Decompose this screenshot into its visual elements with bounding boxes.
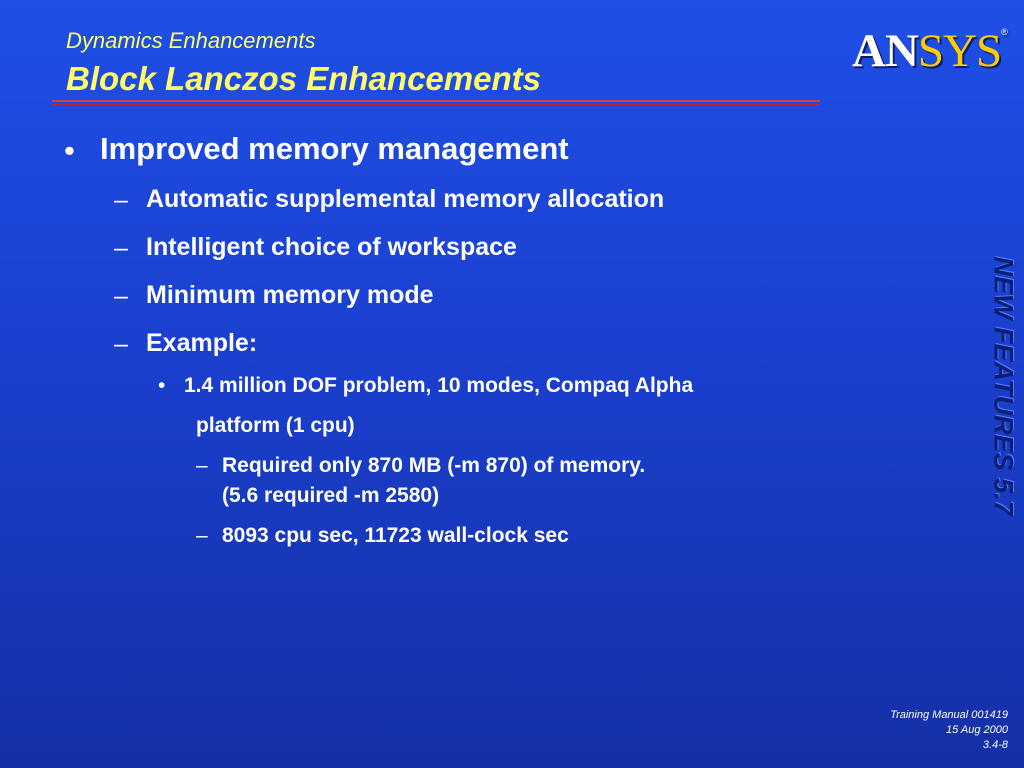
detail-memory-line-2: (5.6 required -m 2580) — [222, 484, 440, 507]
footer-page-number: 3.4-8 — [982, 739, 1008, 751]
bullet-improved-memory: Improved memory management — [100, 131, 569, 166]
detail-memory-line-1: Required only 870 MB (-m 870) of memory. — [222, 454, 646, 477]
ansys-logo — [852, 25, 1007, 77]
dash-marker: – — [114, 234, 128, 262]
example-line-2: platform (1 cpu) — [196, 414, 355, 437]
bullet-marker: • — [158, 374, 166, 397]
dash-marker: – — [114, 282, 128, 310]
footer-manual: Training Manual 001419 — [890, 709, 1008, 721]
example-line-1: 1.4 million DOF problem, 10 modes, Compaq Alpha — [184, 374, 694, 397]
detail-timing: 8093 cpu sec, 11723 wall-clock sec — [222, 524, 569, 547]
dash-marker: – — [114, 330, 128, 358]
dash-marker: – — [114, 186, 128, 214]
side-label: NEW FEATURES 5.7 — [988, 256, 1019, 516]
sub-example: Example: — [146, 329, 258, 357]
logo-part-an: AN — [852, 25, 918, 77]
footer — [890, 708, 1008, 753]
sub-auto-allocation: Automatic supplemental memory allocation — [146, 185, 665, 213]
bullet-marker: • — [64, 133, 75, 168]
dash-marker: – — [196, 524, 208, 547]
sub-minimum-memory: Minimum memory mode — [146, 281, 434, 309]
footer-date: 15 Aug 2000 — [946, 724, 1008, 736]
title-rule-shadow — [52, 104, 820, 105]
slide-title: Block Lanczos Enhancements — [66, 60, 541, 97]
header-subtitle: Dynamics Enhancements — [66, 28, 316, 53]
logo-registered-mark: ® — [1001, 27, 1007, 37]
dash-marker: – — [196, 454, 208, 477]
title-rule — [52, 100, 820, 102]
logo-part-sys: SYS — [917, 25, 1002, 77]
sub-workspace-choice: Intelligent choice of workspace — [146, 233, 517, 261]
